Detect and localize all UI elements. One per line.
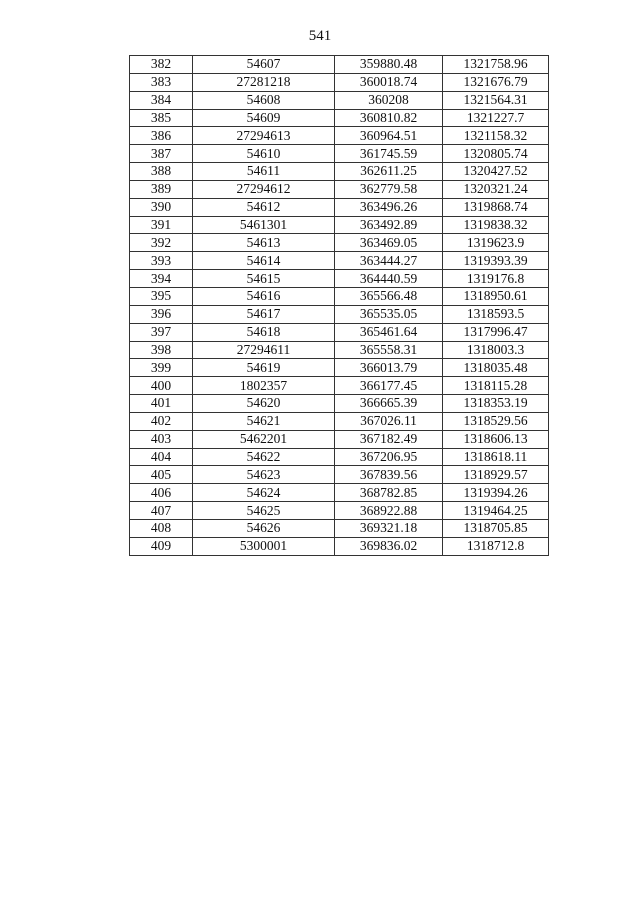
point-id-cell: 54611 bbox=[193, 163, 335, 181]
table-row bbox=[130, 180, 549, 198]
x-coordinate-cell: 367026.11 bbox=[335, 412, 443, 430]
x-coordinate-cell: 365558.31 bbox=[335, 341, 443, 359]
table-row bbox=[130, 198, 549, 216]
point-id-cell: 27294611 bbox=[193, 341, 335, 359]
table-row bbox=[130, 234, 549, 252]
y-coordinate-cell: 1319394.26 bbox=[443, 484, 549, 502]
point-number-cell: 391 bbox=[130, 216, 193, 234]
table-row bbox=[130, 430, 549, 448]
table-row bbox=[130, 73, 549, 91]
point-id-cell: 54614 bbox=[193, 252, 335, 270]
point-number-cell: 395 bbox=[130, 287, 193, 305]
y-coordinate-cell: 1318035.48 bbox=[443, 359, 549, 377]
point-number-cell: 384 bbox=[130, 91, 193, 109]
x-coordinate-cell: 365461.64 bbox=[335, 323, 443, 341]
x-coordinate-cell: 368922.88 bbox=[335, 502, 443, 520]
y-coordinate-cell: 1318529.56 bbox=[443, 412, 549, 430]
table-row bbox=[130, 109, 549, 127]
table-body bbox=[130, 56, 549, 556]
y-coordinate-cell: 1318593.5 bbox=[443, 305, 549, 323]
point-number-cell: 383 bbox=[130, 73, 193, 91]
x-coordinate-cell: 366665.39 bbox=[335, 395, 443, 413]
point-number-cell: 392 bbox=[130, 234, 193, 252]
x-coordinate-cell: 369321.18 bbox=[335, 519, 443, 537]
y-coordinate-cell: 1321564.31 bbox=[443, 91, 549, 109]
y-coordinate-cell: 1319623.9 bbox=[443, 234, 549, 252]
point-id-cell: 27294613 bbox=[193, 127, 335, 145]
point-number-cell: 409 bbox=[130, 537, 193, 555]
x-coordinate-cell: 369836.02 bbox=[335, 537, 443, 555]
point-id-cell: 54610 bbox=[193, 145, 335, 163]
point-number-cell: 407 bbox=[130, 502, 193, 520]
point-id-cell: 54608 bbox=[193, 91, 335, 109]
point-id-cell: 54620 bbox=[193, 395, 335, 413]
point-number-cell: 393 bbox=[130, 252, 193, 270]
y-coordinate-cell: 1321227.7 bbox=[443, 109, 549, 127]
point-id-cell: 54624 bbox=[193, 484, 335, 502]
table-row bbox=[130, 359, 549, 377]
point-number-cell: 401 bbox=[130, 395, 193, 413]
point-id-cell: 54612 bbox=[193, 198, 335, 216]
point-id-cell: 54619 bbox=[193, 359, 335, 377]
point-id-cell: 5461301 bbox=[193, 216, 335, 234]
point-id-cell: 54618 bbox=[193, 323, 335, 341]
table-row bbox=[130, 537, 549, 555]
y-coordinate-cell: 1318353.19 bbox=[443, 395, 549, 413]
y-coordinate-cell: 1318712.8 bbox=[443, 537, 549, 555]
y-coordinate-cell: 1320321.24 bbox=[443, 180, 549, 198]
x-coordinate-cell: 360208 bbox=[335, 91, 443, 109]
y-coordinate-cell: 1320805.74 bbox=[443, 145, 549, 163]
point-id-cell: 54621 bbox=[193, 412, 335, 430]
point-number-cell: 388 bbox=[130, 163, 193, 181]
point-number-cell: 397 bbox=[130, 323, 193, 341]
point-number-cell: 396 bbox=[130, 305, 193, 323]
point-id-cell: 54609 bbox=[193, 109, 335, 127]
table-row bbox=[130, 395, 549, 413]
point-number-cell: 404 bbox=[130, 448, 193, 466]
x-coordinate-cell: 359880.48 bbox=[335, 56, 443, 74]
table-row bbox=[130, 323, 549, 341]
table-row bbox=[130, 466, 549, 484]
point-id-cell: 54607 bbox=[193, 56, 335, 74]
x-coordinate-cell: 366013.79 bbox=[335, 359, 443, 377]
point-number-cell: 402 bbox=[130, 412, 193, 430]
point-id-cell: 27281218 bbox=[193, 73, 335, 91]
point-id-cell: 54616 bbox=[193, 287, 335, 305]
y-coordinate-cell: 1318606.13 bbox=[443, 430, 549, 448]
point-number-cell: 408 bbox=[130, 519, 193, 537]
coordinates-table bbox=[129, 55, 549, 556]
table-row bbox=[130, 270, 549, 288]
table-row bbox=[130, 519, 549, 537]
y-coordinate-cell: 1318929.57 bbox=[443, 466, 549, 484]
point-number-cell: 400 bbox=[130, 377, 193, 395]
x-coordinate-cell: 361745.59 bbox=[335, 145, 443, 163]
x-coordinate-cell: 363444.27 bbox=[335, 252, 443, 270]
point-id-cell: 27294612 bbox=[193, 180, 335, 198]
table-row bbox=[130, 91, 549, 109]
y-coordinate-cell: 1319393.39 bbox=[443, 252, 549, 270]
table-row bbox=[130, 216, 549, 234]
y-coordinate-cell: 1318115.28 bbox=[443, 377, 549, 395]
table-row bbox=[130, 145, 549, 163]
point-number-cell: 399 bbox=[130, 359, 193, 377]
table-row bbox=[130, 341, 549, 359]
point-number-cell: 394 bbox=[130, 270, 193, 288]
point-number-cell: 403 bbox=[130, 430, 193, 448]
point-number-cell: 405 bbox=[130, 466, 193, 484]
x-coordinate-cell: 362611.25 bbox=[335, 163, 443, 181]
page-number: 541 bbox=[308, 28, 332, 44]
x-coordinate-cell: 364440.59 bbox=[335, 270, 443, 288]
x-coordinate-cell: 367182.49 bbox=[335, 430, 443, 448]
point-number-cell: 382 bbox=[130, 56, 193, 74]
y-coordinate-cell: 1318950.61 bbox=[443, 287, 549, 305]
y-coordinate-cell: 1320427.52 bbox=[443, 163, 549, 181]
point-id-cell: 54622 bbox=[193, 448, 335, 466]
x-coordinate-cell: 365566.48 bbox=[335, 287, 443, 305]
point-id-cell: 5300001 bbox=[193, 537, 335, 555]
point-id-cell: 54615 bbox=[193, 270, 335, 288]
y-coordinate-cell: 1319176.8 bbox=[443, 270, 549, 288]
y-coordinate-cell: 1319868.74 bbox=[443, 198, 549, 216]
table-row bbox=[130, 412, 549, 430]
y-coordinate-cell: 1318705.85 bbox=[443, 519, 549, 537]
x-coordinate-cell: 366177.45 bbox=[335, 377, 443, 395]
x-coordinate-cell: 360018.74 bbox=[335, 73, 443, 91]
x-coordinate-cell: 363492.89 bbox=[335, 216, 443, 234]
point-number-cell: 385 bbox=[130, 109, 193, 127]
y-coordinate-cell: 1319464.25 bbox=[443, 502, 549, 520]
y-coordinate-cell: 1319838.32 bbox=[443, 216, 549, 234]
table-row bbox=[130, 305, 549, 323]
y-coordinate-cell: 1317996.47 bbox=[443, 323, 549, 341]
table-row bbox=[130, 484, 549, 502]
x-coordinate-cell: 368782.85 bbox=[335, 484, 443, 502]
table-row bbox=[130, 377, 549, 395]
table-row bbox=[130, 448, 549, 466]
table-row bbox=[130, 56, 549, 74]
table-row bbox=[130, 252, 549, 270]
table-row bbox=[130, 163, 549, 181]
point-id-cell: 54625 bbox=[193, 502, 335, 520]
y-coordinate-cell: 1321676.79 bbox=[443, 73, 549, 91]
point-id-cell: 1802357 bbox=[193, 377, 335, 395]
point-number-cell: 406 bbox=[130, 484, 193, 502]
y-coordinate-cell: 1318003.3 bbox=[443, 341, 549, 359]
point-number-cell: 386 bbox=[130, 127, 193, 145]
x-coordinate-cell: 363496.26 bbox=[335, 198, 443, 216]
x-coordinate-cell: 362779.58 bbox=[335, 180, 443, 198]
point-number-cell: 390 bbox=[130, 198, 193, 216]
point-id-cell: 54613 bbox=[193, 234, 335, 252]
x-coordinate-cell: 363469.05 bbox=[335, 234, 443, 252]
x-coordinate-cell: 360964.51 bbox=[335, 127, 443, 145]
y-coordinate-cell: 1321758.96 bbox=[443, 56, 549, 74]
point-number-cell: 398 bbox=[130, 341, 193, 359]
point-number-cell: 389 bbox=[130, 180, 193, 198]
y-coordinate-cell: 1321158.32 bbox=[443, 127, 549, 145]
x-coordinate-cell: 365535.05 bbox=[335, 305, 443, 323]
point-id-cell: 5462201 bbox=[193, 430, 335, 448]
y-coordinate-cell: 1318618.11 bbox=[443, 448, 549, 466]
point-id-cell: 54626 bbox=[193, 519, 335, 537]
x-coordinate-cell: 367839.56 bbox=[335, 466, 443, 484]
x-coordinate-cell: 367206.95 bbox=[335, 448, 443, 466]
point-number-cell: 387 bbox=[130, 145, 193, 163]
table-row bbox=[130, 502, 549, 520]
x-coordinate-cell: 360810.82 bbox=[335, 109, 443, 127]
table-row bbox=[130, 287, 549, 305]
point-id-cell: 54617 bbox=[193, 305, 335, 323]
table-row bbox=[130, 127, 549, 145]
point-id-cell: 54623 bbox=[193, 466, 335, 484]
